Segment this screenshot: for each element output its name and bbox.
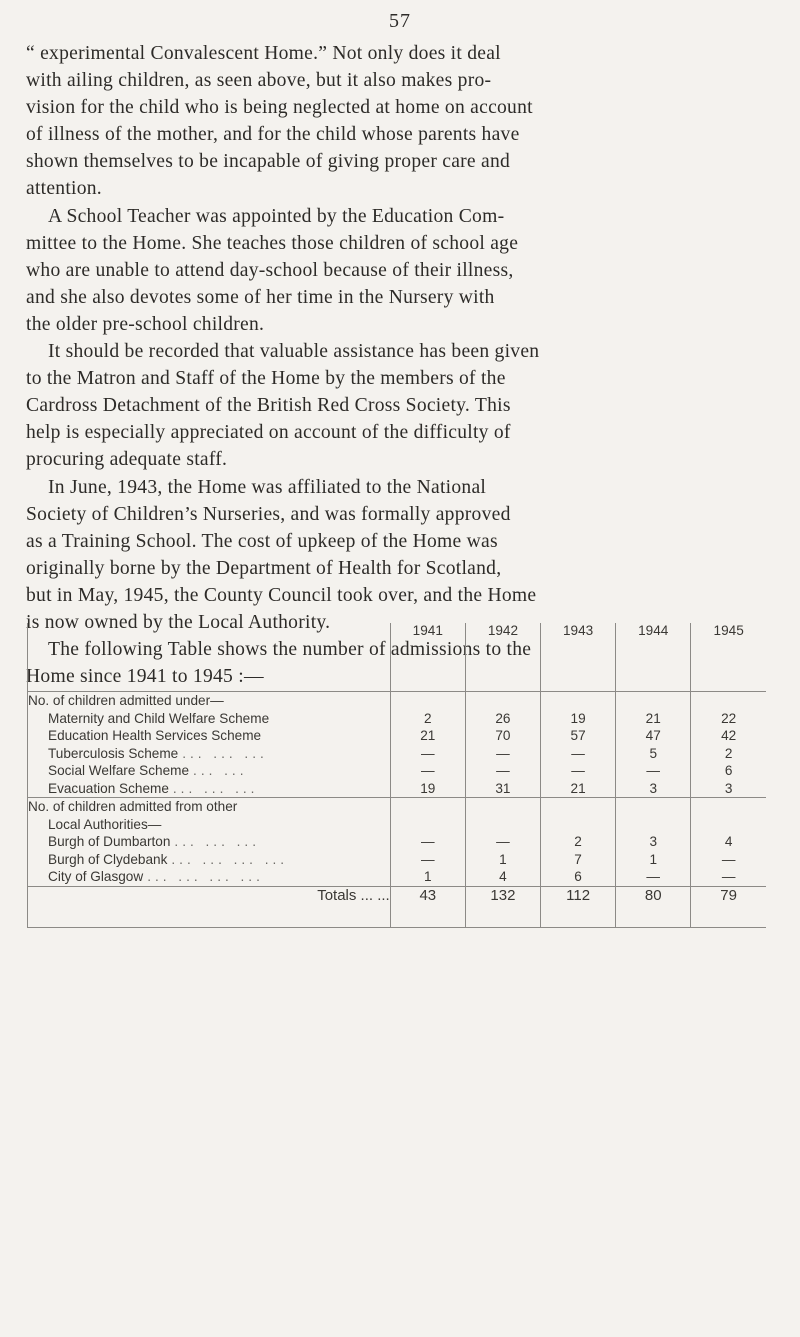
text-line: The following Table shows the number of admissions to the bbox=[48, 639, 532, 661]
table-cell: 22 bbox=[721, 710, 737, 726]
text-line: with ailing children, as seen above, but it also makes pro- bbox=[26, 70, 492, 92]
table-cell: 2 bbox=[424, 710, 432, 726]
text-line: mittee to the Home. She teaches those children of school age bbox=[26, 232, 519, 254]
table-cell: — bbox=[421, 745, 435, 761]
total-cell: 80 bbox=[616, 886, 691, 927]
table-cell: 19 bbox=[570, 710, 586, 726]
totals-label: Totals ... ... bbox=[28, 886, 391, 927]
table-cell: — bbox=[721, 851, 736, 867]
text-line: who are unable to attend day-school because of their illness, bbox=[26, 259, 514, 281]
table-cell: 47 bbox=[645, 728, 661, 743]
table-cell: 3 bbox=[724, 780, 733, 796]
table-cell: 70 bbox=[495, 728, 511, 743]
year-column-1945 bbox=[691, 798, 766, 887]
text-line: but in May, 1945, the County Council took over, and the Home bbox=[26, 584, 537, 606]
text-line: the older pre-school children. bbox=[26, 313, 265, 335]
section-heading: No. of children admitted from other bbox=[28, 799, 238, 814]
paragraph-2 bbox=[26, 203, 774, 338]
total-cell: 43 bbox=[390, 886, 465, 927]
table-cell: — bbox=[496, 834, 510, 849]
table-cell: 4 bbox=[724, 834, 733, 849]
year-column-1944 bbox=[616, 692, 691, 798]
table-cell: — bbox=[646, 763, 661, 778]
year-header: 1941 bbox=[390, 623, 465, 692]
text-line: originally borne by the Department of Health for Scotland, bbox=[26, 557, 502, 579]
section-heading: Local Authorities— bbox=[48, 816, 162, 832]
table-cell: 3 bbox=[649, 834, 657, 849]
year-header: 1945 bbox=[691, 623, 766, 692]
table-cell: — bbox=[721, 869, 736, 884]
table-section-authorities bbox=[28, 798, 767, 887]
table-cell: — bbox=[496, 745, 510, 761]
table-cell: — bbox=[571, 763, 585, 778]
paragraph-4 bbox=[26, 474, 774, 637]
text-line: Home since 1941 to 1945 :— bbox=[26, 666, 264, 688]
text-line: Cardross Detachment of the British Red Cross Society. This bbox=[26, 395, 511, 417]
paragraph-1 bbox=[26, 40, 774, 203]
text-line: A School Teacher was appointed by the Education Com- bbox=[48, 205, 505, 227]
table-cell: — bbox=[421, 834, 435, 849]
table-cell: — bbox=[571, 745, 585, 761]
text-line: help is especially appreciated on account of the difficulty of bbox=[26, 422, 511, 444]
table-cell: 6 bbox=[574, 869, 582, 884]
total-cell: 79 bbox=[691, 886, 766, 927]
admissions-table bbox=[27, 623, 766, 928]
table-cell: 5 bbox=[649, 745, 657, 761]
year-header: 1942 bbox=[465, 623, 540, 692]
page-number: 57 bbox=[389, 10, 411, 32]
body-text bbox=[26, 40, 774, 690]
table-cell: 1 bbox=[424, 869, 432, 884]
paragraph-3 bbox=[26, 338, 774, 473]
text-line: shown themselves to be incapable of giving proper care and bbox=[26, 151, 511, 173]
table-cell: 31 bbox=[495, 780, 511, 796]
section-heading: No. of children admitted under— bbox=[28, 693, 224, 708]
table-cell: 2 bbox=[724, 745, 733, 761]
row-label: Evacuation Scheme ... ... ... bbox=[48, 780, 259, 796]
text-line: is now owned by the Local Authority. bbox=[26, 611, 331, 633]
text-line: vision for the child who is being neglected at home on account bbox=[26, 97, 533, 119]
total-cell: 112 bbox=[541, 886, 616, 927]
year-column-1945 bbox=[691, 692, 766, 798]
table-cell: — bbox=[496, 763, 510, 778]
year-column-1941 bbox=[390, 692, 465, 798]
table-cell: 21 bbox=[645, 710, 661, 726]
row-label: Education Health Services Scheme bbox=[48, 728, 262, 743]
year-column-1943 bbox=[541, 798, 616, 887]
table-cell: 2 bbox=[574, 834, 582, 849]
table-section-schemes bbox=[28, 692, 767, 798]
section-label-cell bbox=[28, 692, 391, 798]
row-label: Burgh of Clydebank ... ... ... ... bbox=[48, 851, 289, 867]
header-blank-cell bbox=[28, 623, 391, 692]
text-line: It should be recorded that valuable assistance has been given bbox=[48, 341, 540, 363]
year-column-1942 bbox=[465, 692, 540, 798]
year-column-1941 bbox=[390, 798, 465, 887]
table-cell: 3 bbox=[649, 780, 657, 796]
row-label: City of Glasgow ... ... ... ... bbox=[48, 869, 264, 884]
table-cell: 42 bbox=[721, 728, 737, 743]
table-cell: 19 bbox=[420, 780, 436, 796]
text-line: of illness of the mother, and for the child whose parents have bbox=[26, 124, 520, 146]
year-header: 1944 bbox=[616, 623, 691, 692]
table-cell: 1 bbox=[649, 851, 657, 867]
text-line: as a Training School. The cost of upkeep of the Home was bbox=[26, 530, 498, 552]
text-line: Society of Children’s Nurseries, and was formally approved bbox=[26, 503, 511, 525]
text-line: “ experimental Convalescent Home.” Not only does it deal bbox=[26, 43, 501, 64]
table-cell: 7 bbox=[574, 851, 582, 867]
table-cell: 6 bbox=[724, 763, 733, 778]
text-line: procuring adequate staff. bbox=[26, 449, 228, 471]
admissions-table-container bbox=[27, 623, 766, 928]
table-cell: 4 bbox=[499, 869, 507, 884]
text-line: and she also devotes some of her time in the Nursery with bbox=[26, 286, 495, 308]
text-line: attention. bbox=[26, 178, 102, 200]
year-column-1943 bbox=[541, 692, 616, 798]
year-header: 1943 bbox=[541, 623, 616, 692]
text-line: In June, 1943, the Home was affiliated to the National bbox=[48, 476, 487, 498]
table-cell: 21 bbox=[570, 780, 586, 796]
row-label: Burgh of Dumbarton ... ... ... bbox=[48, 834, 260, 849]
table-cell: — bbox=[421, 851, 435, 867]
table-cell: — bbox=[646, 869, 661, 884]
table-cell: 1 bbox=[499, 851, 507, 867]
table-cell: — bbox=[421, 763, 435, 778]
year-column-1942 bbox=[465, 798, 540, 887]
text-line: to the Matron and Staff of the Home by the members of the bbox=[26, 368, 506, 390]
section-label-cell bbox=[28, 798, 391, 887]
year-column-1944 bbox=[616, 798, 691, 887]
table-cell: 26 bbox=[495, 710, 511, 726]
totals-row bbox=[28, 886, 767, 927]
row-label: Tuberculosis Scheme ... ... ... bbox=[48, 745, 268, 761]
row-label: Maternity and Child Welfare Scheme bbox=[48, 710, 270, 726]
row-label: Social Welfare Scheme ... ... bbox=[48, 763, 248, 778]
table-cell: 21 bbox=[420, 728, 436, 743]
table-header-row bbox=[28, 623, 767, 692]
table-cell: 57 bbox=[570, 728, 586, 743]
total-cell: 132 bbox=[465, 886, 540, 927]
